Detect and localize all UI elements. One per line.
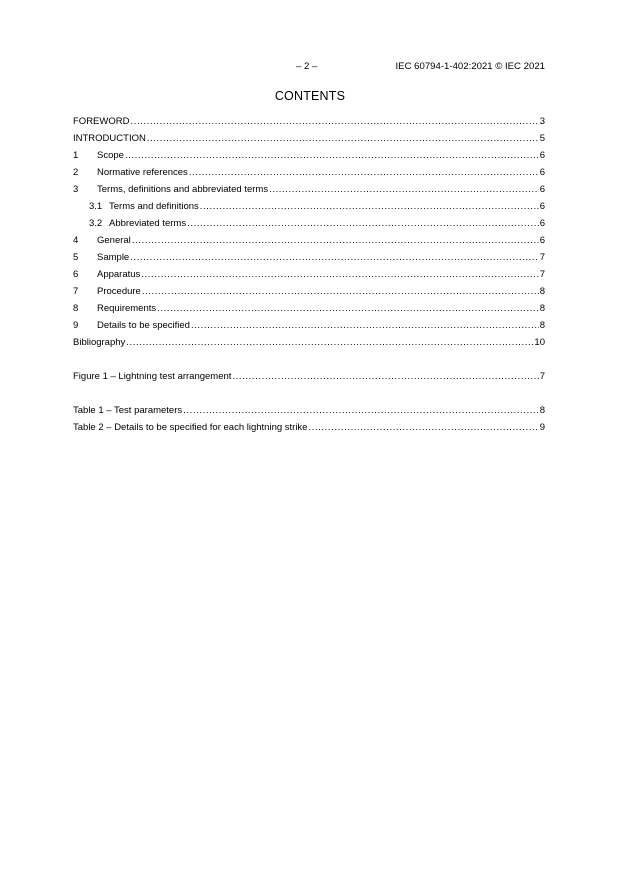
toc-entry-page: 6 (539, 167, 545, 178)
toc-entry-details-to-be-specified[interactable] (73, 317, 545, 334)
toc-entry-number: 5 (73, 252, 79, 263)
toc-entry-label: Apparatus (97, 269, 141, 280)
toc-entry-table-1[interactable] (73, 402, 545, 419)
toc-entry-label: Table 2 – Details to be specified for each lightning strike (73, 422, 308, 433)
toc-entry-table-2[interactable] (73, 419, 545, 436)
toc-entry-number: 7 (73, 286, 79, 297)
toc-entry-label: Terms and definitions (109, 201, 199, 212)
toc-entry-terms[interactable] (73, 181, 545, 198)
toc-entry-number: 6 (73, 269, 79, 280)
toc-entry-number: 3 (73, 184, 79, 195)
toc-entry-page: 6 (539, 235, 545, 246)
toc-entry-page: 6 (539, 150, 545, 161)
toc-entry-apparatus[interactable] (73, 266, 545, 283)
toc-entry-number: 8 (73, 303, 79, 314)
toc-entry-number: 9 (73, 320, 79, 331)
toc-entry-label: Abbreviated terms (109, 218, 187, 229)
toc-entry-page: 6 (539, 201, 545, 212)
toc-entry-general[interactable] (73, 232, 545, 249)
toc-entry-page: 8 (539, 320, 545, 331)
toc-entry-label: Normative references (97, 167, 188, 178)
toc-entry-label: Sample (97, 252, 130, 263)
toc-entry-page: 5 (539, 133, 545, 144)
document-id: IEC 60794-1-402:2021 © IEC 2021 (395, 61, 545, 72)
toc-entry-label: Procedure (97, 286, 141, 297)
toc-entry-foreword[interactable] (73, 113, 545, 130)
table-of-contents (73, 113, 545, 436)
toc-entry-terms-and-definitions[interactable] (73, 198, 545, 215)
toc-entry-label: Terms, definitions and abbreviated terms (97, 184, 269, 195)
toc-entry-page: 8 (539, 303, 545, 314)
toc-entry-page: 9 (539, 422, 545, 433)
toc-entry-number: 3.2 (89, 218, 103, 229)
toc-entry-number: 2 (73, 167, 79, 178)
toc-entry-page: 3 (539, 116, 545, 127)
toc-entry-label: Requirements (97, 303, 157, 314)
toc-entry-procedure[interactable] (73, 283, 545, 300)
toc-entry-label: FOREWORD (73, 116, 130, 127)
toc-entry-number: 4 (73, 235, 79, 246)
toc-entry-sample[interactable] (73, 249, 545, 266)
toc-entry-label: Table 1 – Test parameters (73, 405, 183, 416)
toc-entry-number: 3.1 (89, 201, 103, 212)
page-number: – 2 – (296, 61, 318, 72)
toc-entry-label: Scope (97, 150, 124, 161)
toc-entry-page: 8 (539, 405, 545, 416)
toc-entry-page: 7 (539, 252, 545, 263)
page-title: CONTENTS (274, 89, 346, 103)
toc-entry-label: Figure 1 – Lightning test arrangement (73, 371, 232, 382)
toc-entry-number: 1 (73, 150, 79, 161)
toc-entry-label: Details to be specified (97, 320, 190, 331)
toc-entry-normative-references[interactable] (73, 164, 545, 181)
toc-entry-label: General (97, 235, 131, 246)
toc-entry-page: 6 (539, 184, 545, 195)
toc-entry-requirements[interactable] (73, 300, 545, 317)
toc-entry-page: 7 (539, 371, 545, 382)
toc-entry-bibliography[interactable] (73, 334, 545, 351)
toc-entry-page: 6 (539, 218, 545, 229)
toc-entry-page: 7 (539, 269, 545, 280)
toc-entry-figure-1[interactable] (73, 368, 545, 385)
toc-entry-page: 8 (539, 286, 545, 297)
toc-entry-abbreviated-terms[interactable] (73, 215, 545, 232)
toc-entry-label: Bibliography (73, 337, 126, 348)
toc-entry-page: 10 (534, 337, 545, 348)
toc-entry-introduction[interactable] (73, 130, 545, 147)
page-header (0, 61, 620, 73)
toc-entry-label: INTRODUCTION (73, 133, 146, 144)
toc-entry-scope[interactable] (73, 147, 545, 164)
